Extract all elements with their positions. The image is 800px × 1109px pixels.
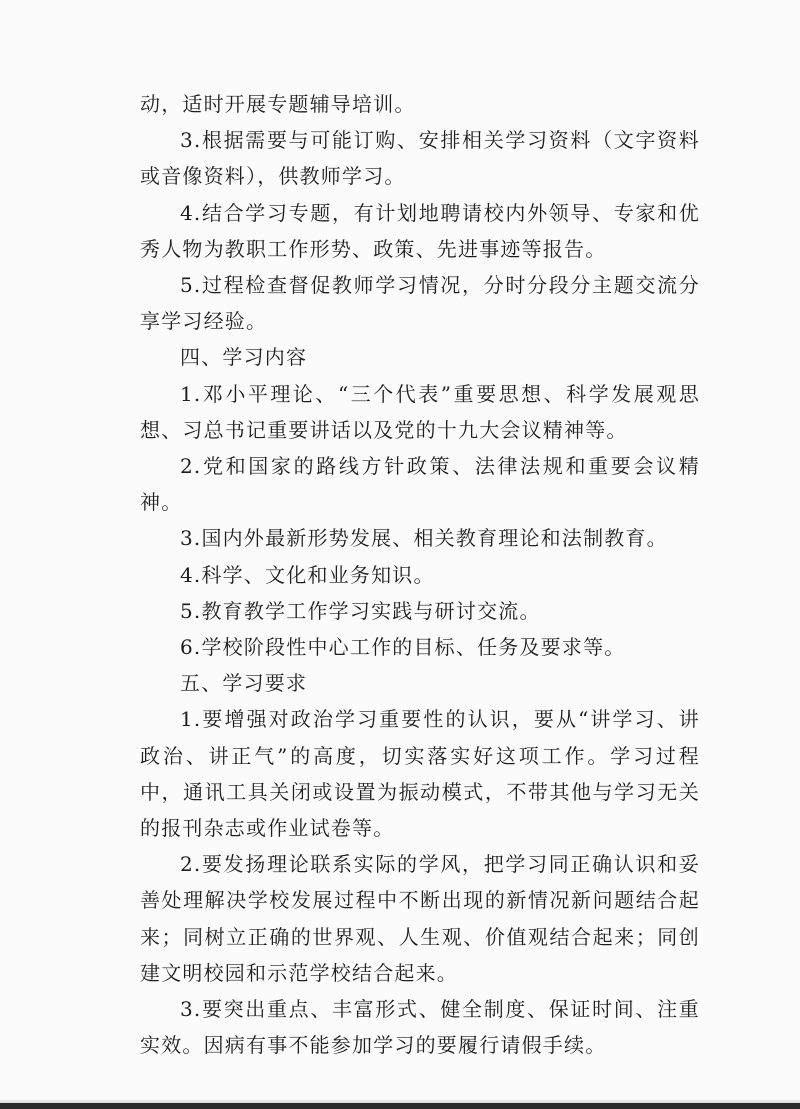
scan-bottom-edge [0,1103,800,1109]
content-item-2: 2.党和国家的路线方针政策、法律法规和重要会议精神。 [140,454,700,515]
content-item-5: 5.教育教学工作学习实践与研讨交流。 [180,598,541,623]
content-item-3: 3.国内外最新形势发展、相关教育理论和法制教育。 [180,526,668,551]
content-item-6: 6.学校阶段性中心工作的目标、任务及要求等。 [180,635,626,660]
paragraph-item-3: 3.根据需要与可能订购、安排相关学习资料（文字资料或音像资料），供教师学习。 [140,128,700,189]
content-item-1: 1.邓小平理论、“三个代表”重要思想、科学发展观思想、习总书记重要讲话以及党的十九大会议精神等。 [140,381,700,442]
paragraph-continuation: 动，适时开展专题辅导培训。 [140,92,416,116]
requirement-item-3: 3.要突出重点、丰富形式、健全制度、保证时间、注重实效。因病有事不能参加学习的要履行请假手续。 [140,997,700,1058]
document-body [140,86,700,1063]
paragraph-item-4: 4.结合学习专题，有计划地聘请校内外领导、专家和优秀人物为教职工作形势、政策、先进事迹等报告。 [140,200,700,261]
section-heading-content: 四、学习内容 [180,345,308,370]
content-item-4: 4.科学、文化和业务知识。 [180,562,435,587]
requirement-item-2: 2.要发扬理论联系实际的学风，把学习同正确认识和妥善处理解决学校发展过程中不断出现的新情况新问题结合起来；同树立正确的世界观、人生观、价值观结合起来；同创建文明校园和示范学校结合起来。 [140,852,700,985]
paragraph-item-5: 5.过程检查督促教师学习情况，分时分段分主题交流分享学习经验。 [140,273,700,334]
section-heading-requirements: 五、学习要求 [180,671,308,696]
requirement-item-1: 1.要增强对政治学习重要性的认识，要从“讲学习、讲政治、讲正气”的高度，切实落实好这项工作。学习过程中，通讯工具关闭或设置为振动模式，不带其他与学习无关的报刊杂志或作业试卷等。 [140,707,700,841]
